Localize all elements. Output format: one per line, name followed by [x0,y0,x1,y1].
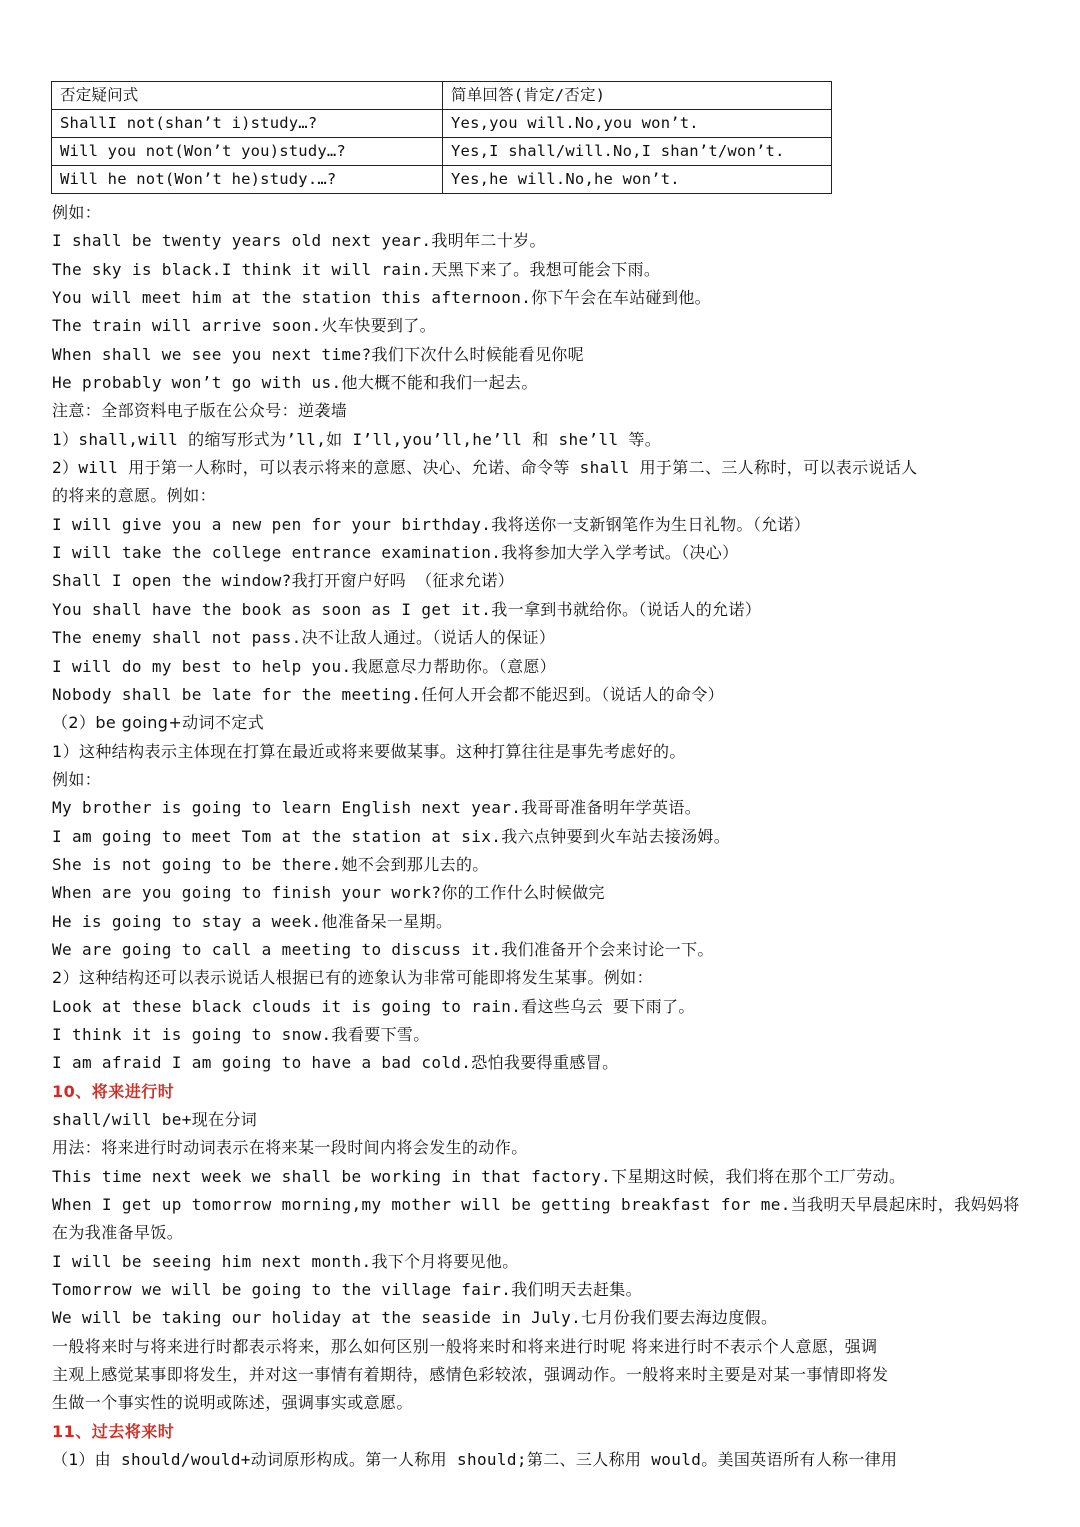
table-cell: Yes,you will.No,you won’t. [443,110,832,138]
text-line: Nobody shall be late for the meeting.任何人开会都不能迟到。（说话人的命令） [52,684,725,704]
table-header-cell: 简单回答(肯定/否定) [443,82,832,110]
text-line: 主观上感觉某事即将发生，并对这一事情有着期待，感情色彩较浓，强调动作。一般将来时主要是对某一事情即将发 [52,1365,889,1385]
table-row [52,138,832,166]
text-line: 2）这种结构还可以表示说话人根据已有的迹象认为非常可能即将发生某事。例如： [52,968,653,988]
text-line: 2）will 用于第一人称时，可以表示将来的意愿、决心、允诺、命令等 shall 用于第二、三人称时，可以表示说话人 [52,458,918,478]
text-line: 一般将来时与将来进行时都表示将来，那么如何区别一般将来时和将来进行时呢 将来进行时不表示个人意愿，强调 [52,1336,878,1356]
text-line: 在为我准备早饭。 [52,1223,184,1243]
text-line: We will be taking our holiday at the seaside in July.七月份我们要去海边度假。 [52,1308,778,1328]
text-line: 注意：全部资料电子版在公众号：逆袭墙 [52,401,348,421]
text-line: When are you going to finish your work?你的工作什么时候做完 [52,883,605,903]
text-line: You shall have the book as soon as I get it.我一拿到书就给你。（说话人的允诺） [52,599,762,619]
text-line: I think it is going to snow.我看要下雪。 [52,1024,430,1044]
text-line: （1）由 should/would+动词原形构成。第一人称用 should;第二、三人称用 would。美国英语所有人称一律用 [52,1450,898,1470]
document-body [52,199,1037,1474]
table-cell: Yes,he will.No,he won’t. [443,166,832,194]
text-line: 的将来的意愿。例如： [52,486,217,506]
section-heading: 10、将来进行时 [52,1081,175,1101]
text-line: Look at these black clouds it is going to rain.看这些乌云 要下雨了。 [52,996,695,1016]
table-cell: Will you not(Won’t you)study…? [52,138,443,166]
text-line: We are going to call a meeting to discuss it.我们准备开个会来讨论一下。 [52,939,714,959]
text-line: I will take the college entrance examination.我将参加大学入学考试。（决心） [52,543,739,563]
section-heading: 11、过去将来时 [52,1421,175,1441]
text-line: The train will arrive soon.火车快要到了。 [52,316,436,336]
text-line: （2）be going+动词不定式 [52,713,265,733]
table-row [52,166,832,194]
text-line: Tomorrow we will be going to the village fair.我们明天去赶集。 [52,1280,643,1300]
text-line: I will give you a new pen for your birthday.我将送你一支新钢笔作为生日礼物。（允诺） [52,514,811,534]
text-line: 用法：将来进行时动词表示在将来某一段时间内将会发生的动作。 [52,1138,528,1158]
table-cell: Yes,I shall/will.No,I shan’t/won’t. [443,138,832,166]
text-line: 例如： [52,203,102,222]
text-line: 1）shall,will 的缩写形式为’ll,如 I’ll,you’ll,he’ll 和 she’ll 等。 [52,429,662,449]
text-line: When shall we see you next time?我们下次什么时候能看见你呢 [52,344,584,364]
table-row [52,110,832,138]
text-line: The enemy shall not pass.决不让敌人通过。（说话人的保证） [52,628,556,648]
text-line: This time next week we shall be working in that factory.下星期这时候，我们将在那个工厂劳动。 [52,1166,906,1186]
text-line: shall/will be+现在分词 [52,1110,258,1129]
text-line: The sky is black.I think it will rain.天黑下来了。我想可能会下雨。 [52,259,661,279]
text-line: I will do my best to help you.我愿意尽力帮助你。（意愿） [52,656,557,676]
text-line: 例如： [52,769,102,789]
text-line: She is not going to be there.她不会到那儿去的。 [52,854,489,874]
text-line: I shall be twenty years old next year.我明年二十岁。 [52,231,546,251]
text-line: He probably won’t go with us.他大概不能和我们一起去。 [52,373,538,393]
negative-question-table [51,81,832,194]
text-line: When I get up tomorrow morning,my mother will be getting breakfast for me.当我明天早晨起床时，我妈妈将 [52,1195,1020,1215]
text-line: I am going to meet Tom at the station at six.我六点钟要到火车站去接汤姆。 [52,826,731,846]
text-line: I am afraid I am going to have a bad cold.恐怕我要得重感冒。 [52,1053,619,1073]
text-line: 生做一个事实性的说明或陈述，强调事实或意愿。 [52,1393,413,1413]
text-line: Shall I open the window?我打开窗户好吗 （征求允诺） [52,571,515,591]
text-line: He is going to stay a week.他准备呆一星期。 [52,911,453,931]
text-line: I will be seeing him next month.我下个月将要见他。 [52,1251,519,1271]
table-header-cell: 否定疑问式 [52,82,443,110]
text-line: 1）这种结构表示主体现在打算在最近或将来要做某事。这种打算往往是事先考虑好的。 [52,741,686,761]
text-line: My brother is going to learn English next year.我哥哥准备明年学英语。 [52,798,702,818]
table-cell: ShallI not(shan’t i)study…? [52,110,443,138]
table-header-row [52,82,832,110]
text-line: You will meet him at the station this afternoon.你下午会在车站碰到他。 [52,288,712,308]
table-cell: Will he not(Won’t he)study.…? [52,166,443,194]
